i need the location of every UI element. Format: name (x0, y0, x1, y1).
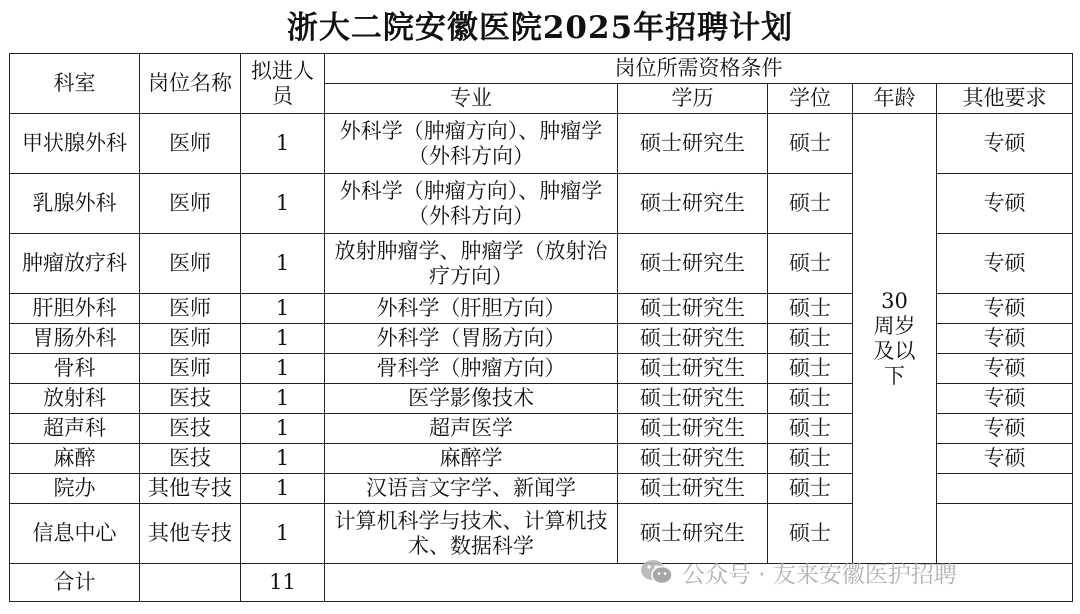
header-other: 其他要求 (937, 84, 1073, 114)
position-cell: 医技 (140, 414, 241, 444)
degree-cell: 硕士 (768, 294, 853, 324)
quota-cell: 1 (241, 354, 325, 384)
education-cell: 硕士研究生 (618, 174, 768, 234)
other-cell: 专硕 (937, 414, 1073, 444)
education-cell: 硕士研究生 (618, 504, 768, 564)
major-cell: 外科学（肝胆方向） (325, 294, 618, 324)
position-cell: 其他专技 (140, 474, 241, 504)
degree-cell: 硕士 (768, 504, 853, 564)
total-quota: 11 (241, 564, 325, 602)
watermark (640, 556, 957, 588)
major-cell: 汉语言文字学、新闻学 (325, 474, 618, 504)
header-degree: 学位 (768, 84, 853, 114)
header-dept: 科室 (10, 54, 140, 114)
position-cell: 医技 (140, 444, 241, 474)
header-qualifications: 岗位所需资格条件 (325, 54, 1073, 84)
dept-cell: 超声科 (10, 414, 140, 444)
quota-cell: 1 (241, 384, 325, 414)
recruitment-table (9, 53, 1073, 602)
degree-cell: 硕士 (768, 354, 853, 384)
header-major: 专业 (325, 84, 618, 114)
other-cell: 专硕 (937, 354, 1073, 384)
degree-cell: 硕士 (768, 384, 853, 414)
major-cell: 超声医学 (325, 414, 618, 444)
quota-cell: 1 (241, 234, 325, 294)
quota-cell: 1 (241, 324, 325, 354)
dept-cell: 甲状腺外科 (10, 114, 140, 174)
wechat-icon (640, 558, 674, 586)
quota-cell: 1 (241, 414, 325, 444)
dept-cell: 骨科 (10, 354, 140, 384)
education-cell: 硕士研究生 (618, 384, 768, 414)
position-cell: 医师 (140, 324, 241, 354)
quota-cell: 1 (241, 444, 325, 474)
other-cell: 专硕 (937, 114, 1073, 174)
education-cell: 硕士研究生 (618, 444, 768, 474)
major-cell: 放射肿瘤学、肿瘤学（放射治疗方向） (325, 234, 618, 294)
dept-cell: 信息中心 (10, 504, 140, 564)
major-cell: 骨科学（肿瘤方向） (325, 354, 618, 384)
dept-cell: 放射科 (10, 384, 140, 414)
other-cell (937, 504, 1073, 564)
other-cell: 专硕 (937, 174, 1073, 234)
quota-cell: 1 (241, 504, 325, 564)
major-cell: 麻醉学 (325, 444, 618, 474)
dept-cell: 乳腺外科 (10, 174, 140, 234)
header-row-1 (10, 54, 1073, 84)
education-cell: 硕士研究生 (618, 114, 768, 174)
other-cell: 专硕 (937, 294, 1073, 324)
dept-cell: 肿瘤放疗科 (10, 234, 140, 294)
degree-cell: 硕士 (768, 174, 853, 234)
header-age: 年龄 (853, 84, 937, 114)
dept-cell: 胃肠外科 (10, 324, 140, 354)
position-cell: 医师 (140, 294, 241, 324)
other-cell (937, 474, 1073, 504)
header-position: 岗位名称 (140, 54, 241, 114)
degree-cell: 硕士 (768, 324, 853, 354)
quota-cell: 1 (241, 114, 325, 174)
other-cell: 专硕 (937, 234, 1073, 294)
total-label: 合计 (10, 564, 140, 602)
degree-cell: 硕士 (768, 414, 853, 444)
header-quota: 拟进人员 (241, 54, 325, 114)
quota-cell: 1 (241, 294, 325, 324)
page-title: 浙大二院安徽医院2025年招聘计划 (286, 10, 794, 46)
degree-cell: 硕士 (768, 444, 853, 474)
degree-cell: 硕士 (768, 474, 853, 504)
major-cell: 医学影像技术 (325, 384, 618, 414)
position-cell: 其他专技 (140, 504, 241, 564)
position-cell: 医师 (140, 354, 241, 384)
other-cell: 专硕 (937, 384, 1073, 414)
major-cell: 外科学（肿瘤方向）、肿瘤学（外科方向） (325, 174, 618, 234)
education-cell: 硕士研究生 (618, 294, 768, 324)
table-row (10, 114, 1073, 174)
education-cell: 硕士研究生 (618, 414, 768, 444)
dept-cell: 院办 (10, 474, 140, 504)
total-empty-cell (140, 564, 241, 602)
education-cell: 硕士研究生 (618, 474, 768, 504)
major-cell: 外科学（肿瘤方向）、肿瘤学（外科方向） (325, 114, 618, 174)
major-cell: 计算机科学与技术、计算机技术、数据科学 (325, 504, 618, 564)
quota-cell: 1 (241, 174, 325, 234)
education-cell: 硕士研究生 (618, 354, 768, 384)
dept-cell: 肝胆外科 (10, 294, 140, 324)
education-cell: 硕士研究生 (618, 324, 768, 354)
dept-cell: 麻醉 (10, 444, 140, 474)
major-cell: 外科学（胃肠方向） (325, 324, 618, 354)
age-cell: 30周岁及以下 (853, 114, 937, 564)
position-cell: 医师 (140, 114, 241, 174)
position-cell: 医技 (140, 384, 241, 414)
watermark-text: 公众号 · 友来安徽医护招聘 (682, 561, 957, 588)
position-cell: 医师 (140, 234, 241, 294)
position-cell: 医师 (140, 174, 241, 234)
other-cell: 专硕 (937, 444, 1073, 474)
header-education: 学历 (618, 84, 768, 114)
degree-cell: 硕士 (768, 114, 853, 174)
degree-cell: 硕士 (768, 234, 853, 294)
quota-cell: 1 (241, 474, 325, 504)
other-cell: 专硕 (937, 324, 1073, 354)
education-cell: 硕士研究生 (618, 234, 768, 294)
